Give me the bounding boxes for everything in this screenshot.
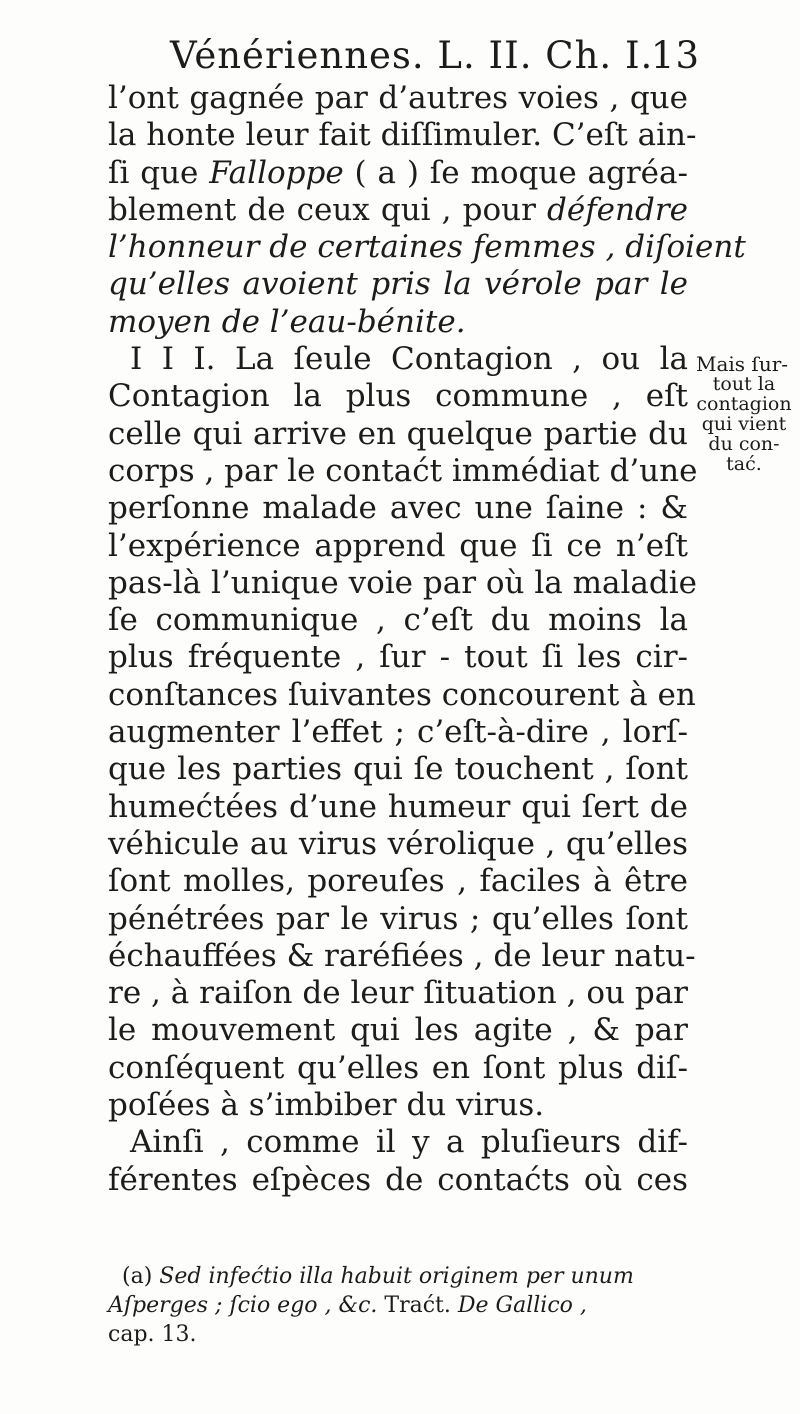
italic-fragment: défendre [547,191,688,228]
margin-note [696,354,800,474]
footnote-line [108,1262,688,1291]
author-name: Falloppe [209,154,344,191]
footnote-text: Traćt. [384,1293,451,1318]
text-line: ſe communique , c’eſt du moins la [108,602,688,639]
text-line: re , à raiſon de leur ſituation , ou par [108,975,688,1012]
footnote-marker: (a) [122,1264,153,1289]
footnote-line: cap. 13. [108,1322,197,1347]
page-number: 13 [650,34,700,77]
text-line: corps , par le contaćt immédiat d’une [108,452,698,489]
footnote-text: Aſperges ; ſcio ego , &c. [108,1293,378,1318]
footnote-line [108,1291,688,1320]
text-line: pénétrées par le virus ; qu’elles ſont [108,900,688,937]
paragraph-start-line: Ainſi , comme il y a pluſieurs dif- [130,1124,688,1161]
text-line: plus fréquente , ſur - tout ſi les cir- [108,639,688,676]
text-line: véhicule au virus vérolique , qu’elles [108,825,688,862]
text-line [108,304,688,341]
text-line: augmenter l’effet ; c’eſt-à-dire , lorſ- [108,714,688,751]
text-line: celle qui arrive en quelque partie du [108,415,688,452]
text-line [108,229,746,266]
text-line: l’ont gagnée par d’autres voies , que [108,80,688,116]
text-line: conſtances ſuivantes concourent à en [108,676,696,713]
footnote-text: De Gallico , [457,1293,587,1318]
running-head [170,34,700,77]
text-line: Contagion la plus commune , eſt [108,378,688,415]
margin-note-line: qui vient [701,413,787,435]
text-line: perſonne malade avec une ſaine : & [108,490,688,527]
text-line: humećtées d’une humeur qui ſert de [108,788,688,825]
text-line [108,192,688,229]
text-line [108,266,688,303]
text-line: l’expérience apprend que ſi ce n’eſt [108,527,688,564]
text-line: férentes eſpèces de contaćts où ces [108,1161,688,1198]
running-title: Vénériennes. L. II. Ch. I. [170,34,654,77]
text-line: conſéquent qu’elles en ſont plus diſ- [108,1049,688,1086]
margin-note-line: Mais ſur- [696,352,789,376]
text-line: le mouvement qui les agite , & par [108,1012,688,1049]
italic-fragment: qu’elles avoient pris la vérole par le [108,266,688,303]
text-fragment: ſi que [108,154,199,191]
section-start-line: I I I. La ſeule Contagion , ou la [130,341,688,378]
text-line: pas-là l’unique voie par où la maladie [108,564,697,601]
text-line: que les parties qui ſe touchent , ſont [108,751,688,788]
italic-fragment: moyen de l’eau-bénite. [108,303,466,340]
footnote-text: Sed infećtio illa habuit originem per unum [159,1264,634,1289]
text-line: ſont molles, poreuſes , faciles à être [108,863,688,900]
text-line: échauffées & raréfiées , de leur natu- [108,937,696,974]
footnote [108,1262,688,1349]
margin-note-line: du con- [708,433,780,455]
text-line [108,155,688,192]
margin-note-line: tać. [726,453,762,475]
text-line: poſées à s’imbiber du virus. [108,1087,545,1124]
text-fragment: ( a ) ſe moque agréa- [354,154,688,191]
margin-note-line: tout la [712,373,776,395]
italic-fragment: l’honneur de certaines femmes , diſoient [108,229,746,266]
text-line: la honte leur fait diſſimuler. C’eſt ain- [108,117,697,154]
margin-note-line: contagion [696,393,792,415]
text-fragment: blement de ceux qui , pour [108,191,536,228]
